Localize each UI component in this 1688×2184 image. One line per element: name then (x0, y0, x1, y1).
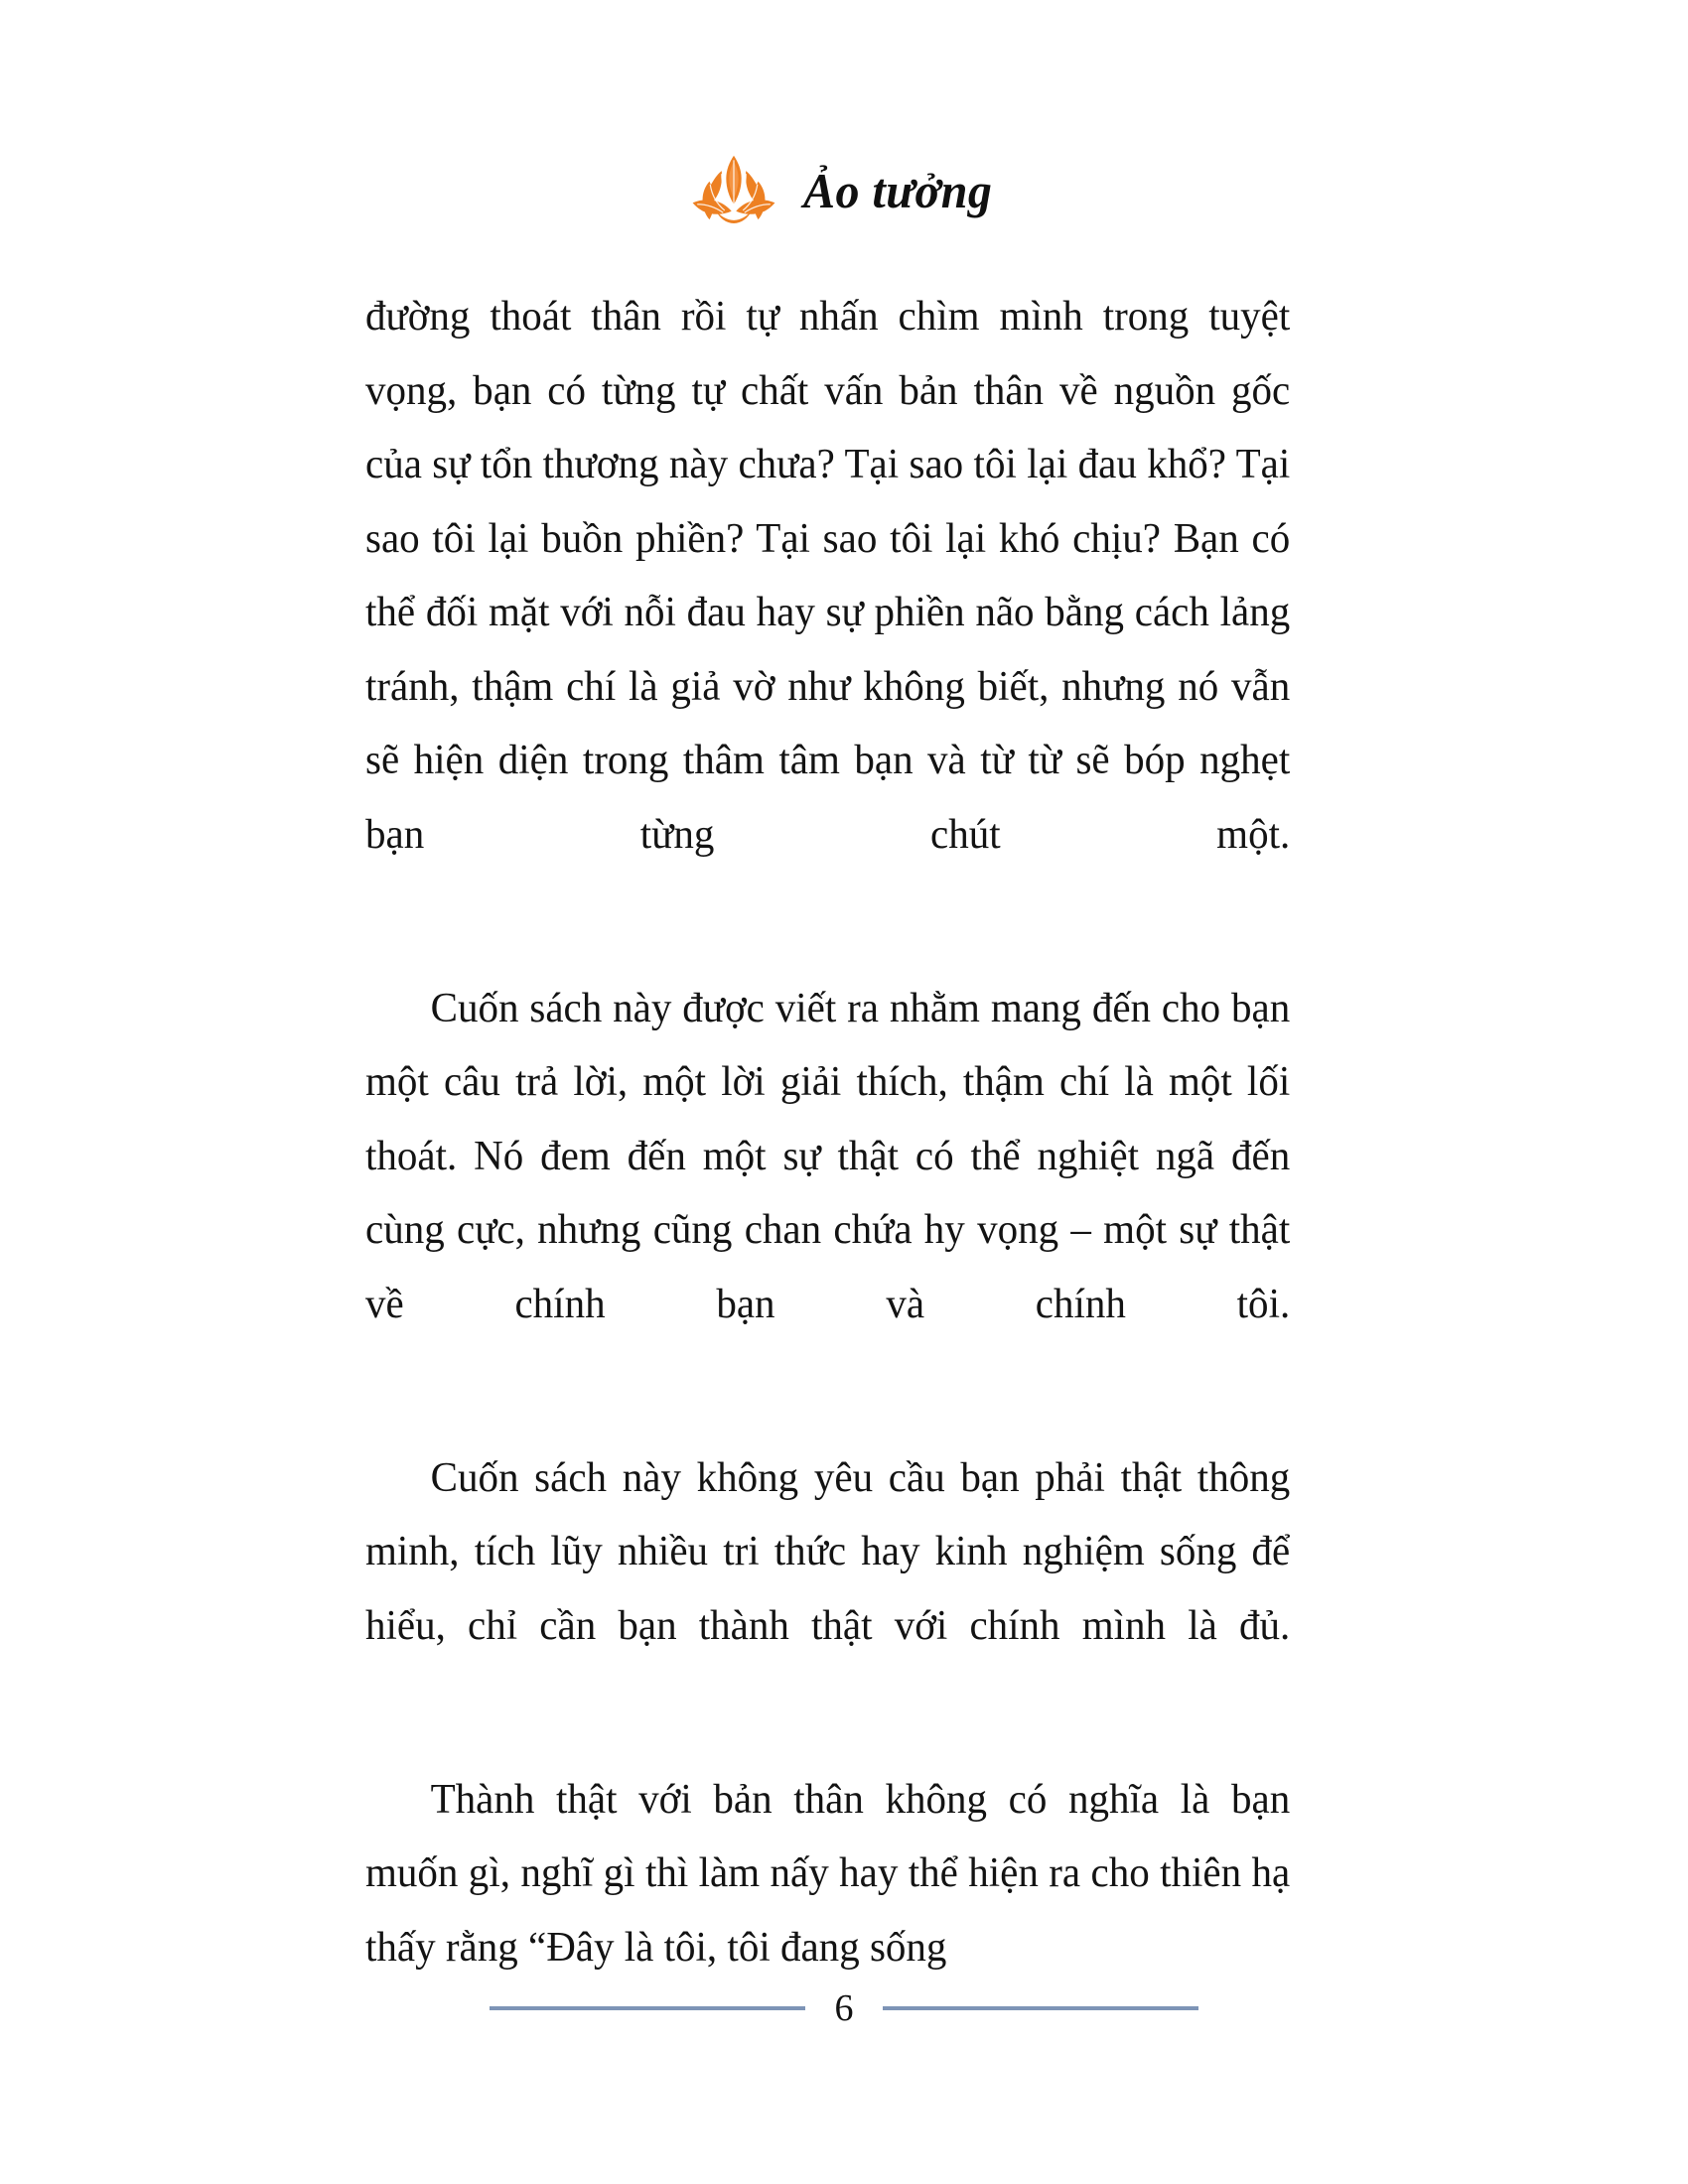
page-title: Ảo tưởng (802, 163, 993, 218)
paragraph: Thành thật với bản thân không có nghĩa là bạn muốn gì, nghĩ gì thì làm nấy hay thể hiện ra cho thiên hạ thấy rằng “Đây là tôi, tôi đang sống (365, 1775, 1291, 1971)
page-number: 6 (834, 1987, 854, 2029)
footer-rule-left (490, 2006, 805, 2010)
body-text (365, 280, 1324, 1984)
page-footer (0, 1989, 1688, 2027)
paragraph: Cuốn sách này không yêu cầu bạn phải thật thông minh, tích lũy nhiều tri thức hay kinh nghiệm sống để hiểu, chỉ cần bạn thành thật với chính mình là đủ. (365, 1453, 1291, 1649)
lotus-icon (688, 145, 779, 236)
paragraph: Cuốn sách này được viết ra nhằm mang đến cho bạn một câu trả lời, một lời giải thích, thậm chí là một lối thoát. Nó đem đến một sự thật có thể nghiệt ngã đến cùng cực, nhưng cũng chan chứa hy vọng – một sự thật về chính bạn và chính tôi. (365, 984, 1291, 1327)
running-header (0, 139, 1688, 242)
footer-rule-right (883, 2006, 1198, 2010)
paragraph: đường thoát thân rồi tự nhấn chìm mình trong tuyệt vọng, bạn có từng tự chất vấn bản thân về nguồn gốc của sự tổn thương này chưa? Tại sao tôi lại đau khổ? Tại sao tôi lại buồn phiền? Tại sao tôi lại khó chịu? Bạn có thể đối mặt với nỗi đau hay sự phiền não bằng cách lảng tránh, thậm chí là giả vờ như không biết, nhưng nó vẫn sẽ hiện diện trong thâm tâm bạn và từ từ sẽ bóp nghẹt bạn từng chút một. (365, 293, 1291, 858)
